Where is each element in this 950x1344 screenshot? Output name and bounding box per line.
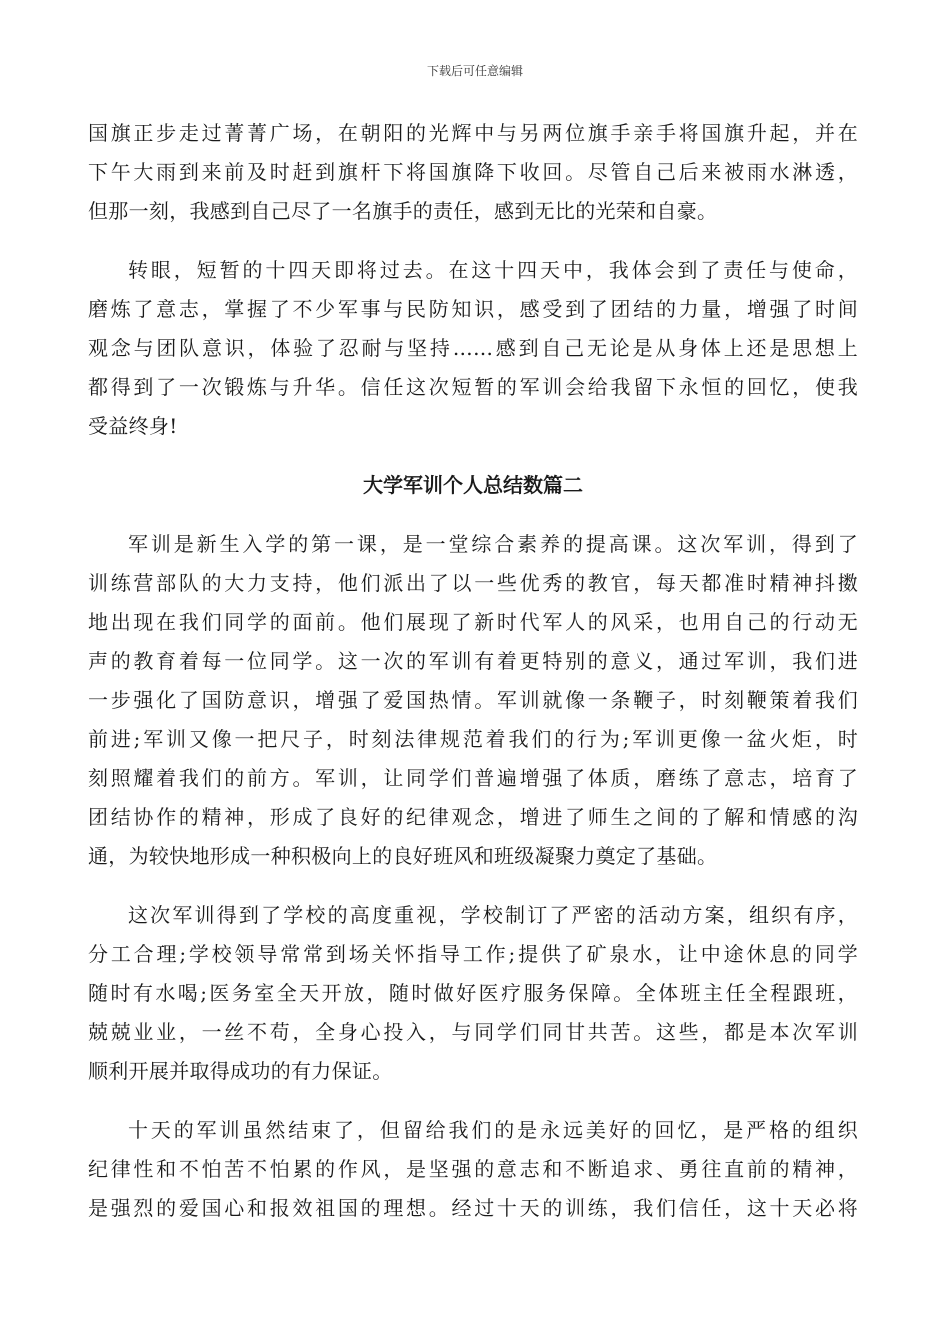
text-line: 纪律性和不怕苦不怕累的作风，是坚强的意志和不断追求、勇往直前的精神， bbox=[88, 1157, 858, 1181]
text-line: 声的教育着每一位同学。这一次的军训有着更特别的意义，通过军训，我们进 bbox=[88, 649, 858, 673]
paragraph bbox=[88, 1111, 858, 1228]
text-line: 分工合理;学校领导常常到场关怀指导工作;提供了矿泉水，让中途休息的同学 bbox=[88, 942, 858, 966]
text-line: 观念与团队意识，体验了忍耐与坚持……感到自己无论是从身体上还是思想上 bbox=[88, 336, 858, 360]
text-line: 这次军训得到了学校的高度重视，学校制订了严密的活动方案，组织有序， bbox=[128, 903, 858, 927]
section-heading: 大学军训个人总结数篇二 bbox=[363, 473, 583, 497]
text-line: 顺利开展并取得成功的有力保证。 bbox=[88, 1059, 393, 1083]
text-line: 转眼，短暂的十四天即将过去。在这十四天中，我体会到了责任与使命， bbox=[128, 258, 858, 282]
text-line: 受益终身! bbox=[88, 414, 178, 438]
text-line: 十天的军训虽然结束了，但留给我们的是永远美好的回忆，是严格的组织 bbox=[128, 1118, 858, 1142]
text-line: 一步强化了国防意识，增强了爱国热情。军训就像一条鞭子，时刻鞭策着我们 bbox=[88, 688, 858, 712]
page-header: 下载后可任意编辑 bbox=[426, 64, 523, 78]
text-line: 前进;军训又像一把尺子，时刻法律规范着我们的行为;军训更像一盆火炬，时 bbox=[88, 727, 858, 751]
text-line: 磨炼了意志，掌握了不少军事与民防知识，感受到了团结的力量，增强了时间 bbox=[88, 297, 858, 321]
text-line: 都得到了一次锻炼与升华。信任这次短暂的军训会给我留下永恒的回忆，使我 bbox=[88, 375, 858, 399]
text-line: 训练营部队的大力支持，他们派出了以一些优秀的教官，每天都准时精神抖擞 bbox=[88, 571, 858, 595]
text-line: 通，为较快地形成一种积极向上的良好班风和班级凝聚力奠定了基础。 bbox=[88, 844, 718, 868]
paragraph bbox=[88, 114, 858, 231]
text-line: 随时有水喝;医务室全天开放，随时做好医疗服务保障。全体班主任全程跟班， bbox=[88, 981, 858, 1005]
text-line: 是强烈的爱国心和报效祖国的理想。经过十天的训练，我们信任，这十天必将 bbox=[88, 1196, 858, 1220]
paragraph bbox=[88, 896, 858, 1091]
text-line: 但那一刻，我感到自己尽了一名旗手的责任，感到无比的光荣和自豪。 bbox=[88, 199, 718, 223]
text-line: 国旗正步走过菁菁广场，在朝阳的光辉中与另两位旗手亲手将国旗升起，并在 bbox=[88, 121, 858, 145]
document-body bbox=[88, 114, 858, 1248]
text-line: 刻照耀着我们的前方。军训，让同学们普遍增强了体质，磨练了意志，培育了 bbox=[88, 766, 858, 790]
paragraph bbox=[88, 251, 858, 446]
text-line: 兢兢业业，一丝不苟，全身心投入，与同学们同甘共苦。这些，都是本次军训 bbox=[88, 1020, 858, 1044]
text-line: 团结协作的精神，形成了良好的纪律观念，增进了师生之间的了解和情感的沟 bbox=[88, 805, 858, 829]
text-line: 地出现在我们同学的面前。他们展现了新时代军人的风采，也用自己的行动无 bbox=[88, 610, 858, 634]
text-line: 下午大雨到来前及时赶到旗杆下将国旗降下收回。尽管自己后来被雨水淋透， bbox=[88, 160, 858, 184]
paragraph bbox=[88, 525, 858, 876]
text-line: 军训是新生入学的第一课，是一堂综合素养的提高课。这次军训，得到了 bbox=[128, 532, 858, 556]
